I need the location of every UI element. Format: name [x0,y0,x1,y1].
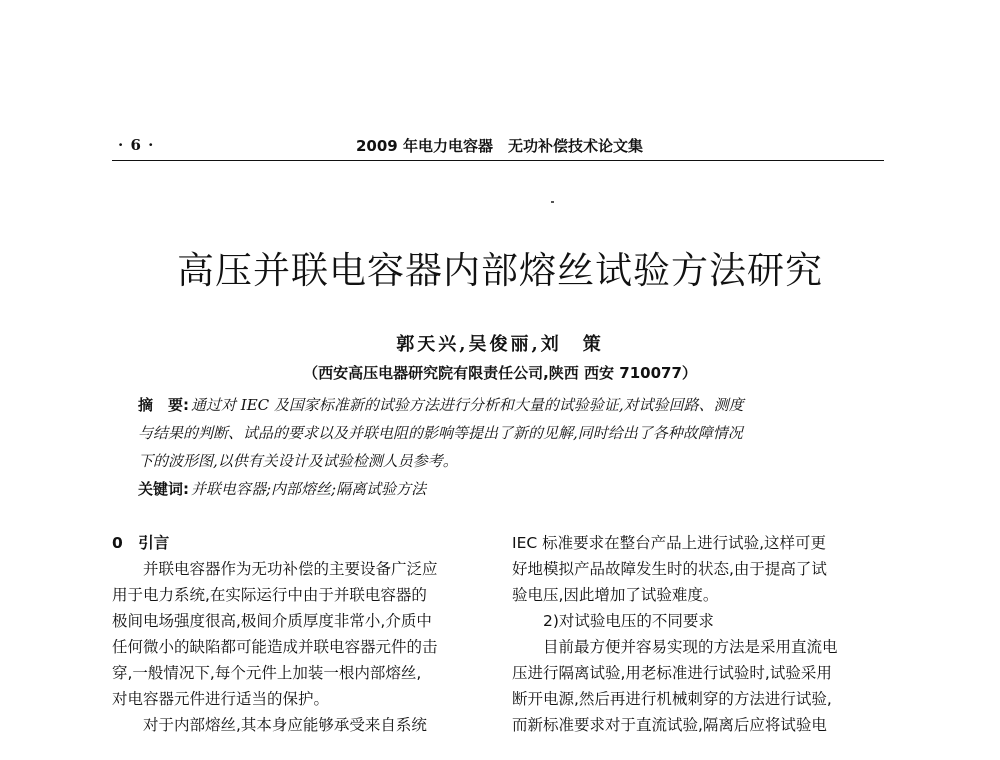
section-heading: 0 引言 [112,534,170,552]
body-line: 压进行隔离试验,用老标准进行试验时,试验采用 [512,664,832,682]
abstract-line [138,394,744,415]
paper-title: 高压并联电容器内部熔丝试验方法研究 [177,249,823,292]
body-line: 断开电源,然后再进行机械刺穿的方法进行试验, [512,690,832,708]
right-column [512,530,888,738]
body-line: 穿,一般情况下,每个元件上加装一根内部熔丝, [112,664,422,682]
body-line: 而新标准要求对于直流试验,隔离后应将试验电 [512,716,827,734]
body-line: 任何微小的缺陷都可能造成并联电容器元件的击 [112,638,438,656]
left-column [112,530,484,738]
body-line: 对于内部熔丝,其本身应能够承受来自系统 [143,716,427,734]
header-rule [112,160,884,161]
keywords-line [138,478,426,499]
keywords-text: 并联电容器;内部熔丝;隔离试验方法 [191,480,427,498]
body-line: 用于电力系统,在实际运行中由于并联电容器的 [112,586,427,604]
body-line: 对电容器元件进行适当的保护。 [112,690,330,708]
scan-speck [551,201,554,203]
page-number: · 6 · [118,136,155,154]
journal-title: 2009 年电力电容器 无功补偿技术论文集 [356,137,643,155]
body-line: 验电压,因此增加了试验难度。 [512,586,719,604]
abstract-text: 通过对 IEC 及国家标准新的试验方法进行分析和大量的试验验证,对试验回路、测度 [191,396,744,414]
paper-authors: 郭天兴,吴俊丽,刘 策 [396,334,604,355]
body-line: 好地模拟产品故障发生时的状态,由于提高了试 [512,560,827,578]
paper-affiliation: （西安高压电器研究院有限责任公司,陕西 西安 710077） [303,364,697,382]
keywords-label: 关键词: [138,480,189,498]
abstract-line: 与结果的判断、试品的要求以及并联电阻的影响等提出了新的见解,同时给出了各种故障情况 [138,424,743,442]
body-line: 极间电场强度很高,极间介质厚度非常小,介质中 [112,612,432,630]
body-line: 目前最方便并容易实现的方法是采用直流电 [543,638,838,656]
body-line: 并联电容器作为无功补偿的主要设备广泛应 [143,560,438,578]
abstract-line: 下的波形图,以供有关设计及试验检测人员参考。 [138,452,458,470]
subsection-heading: 2)对试验电压的不同要求 [543,612,714,630]
body-line: IEC 标准要求在整台产品上进行试验,这样可更 [512,534,827,552]
abstract-label: 摘 要: [138,396,189,414]
